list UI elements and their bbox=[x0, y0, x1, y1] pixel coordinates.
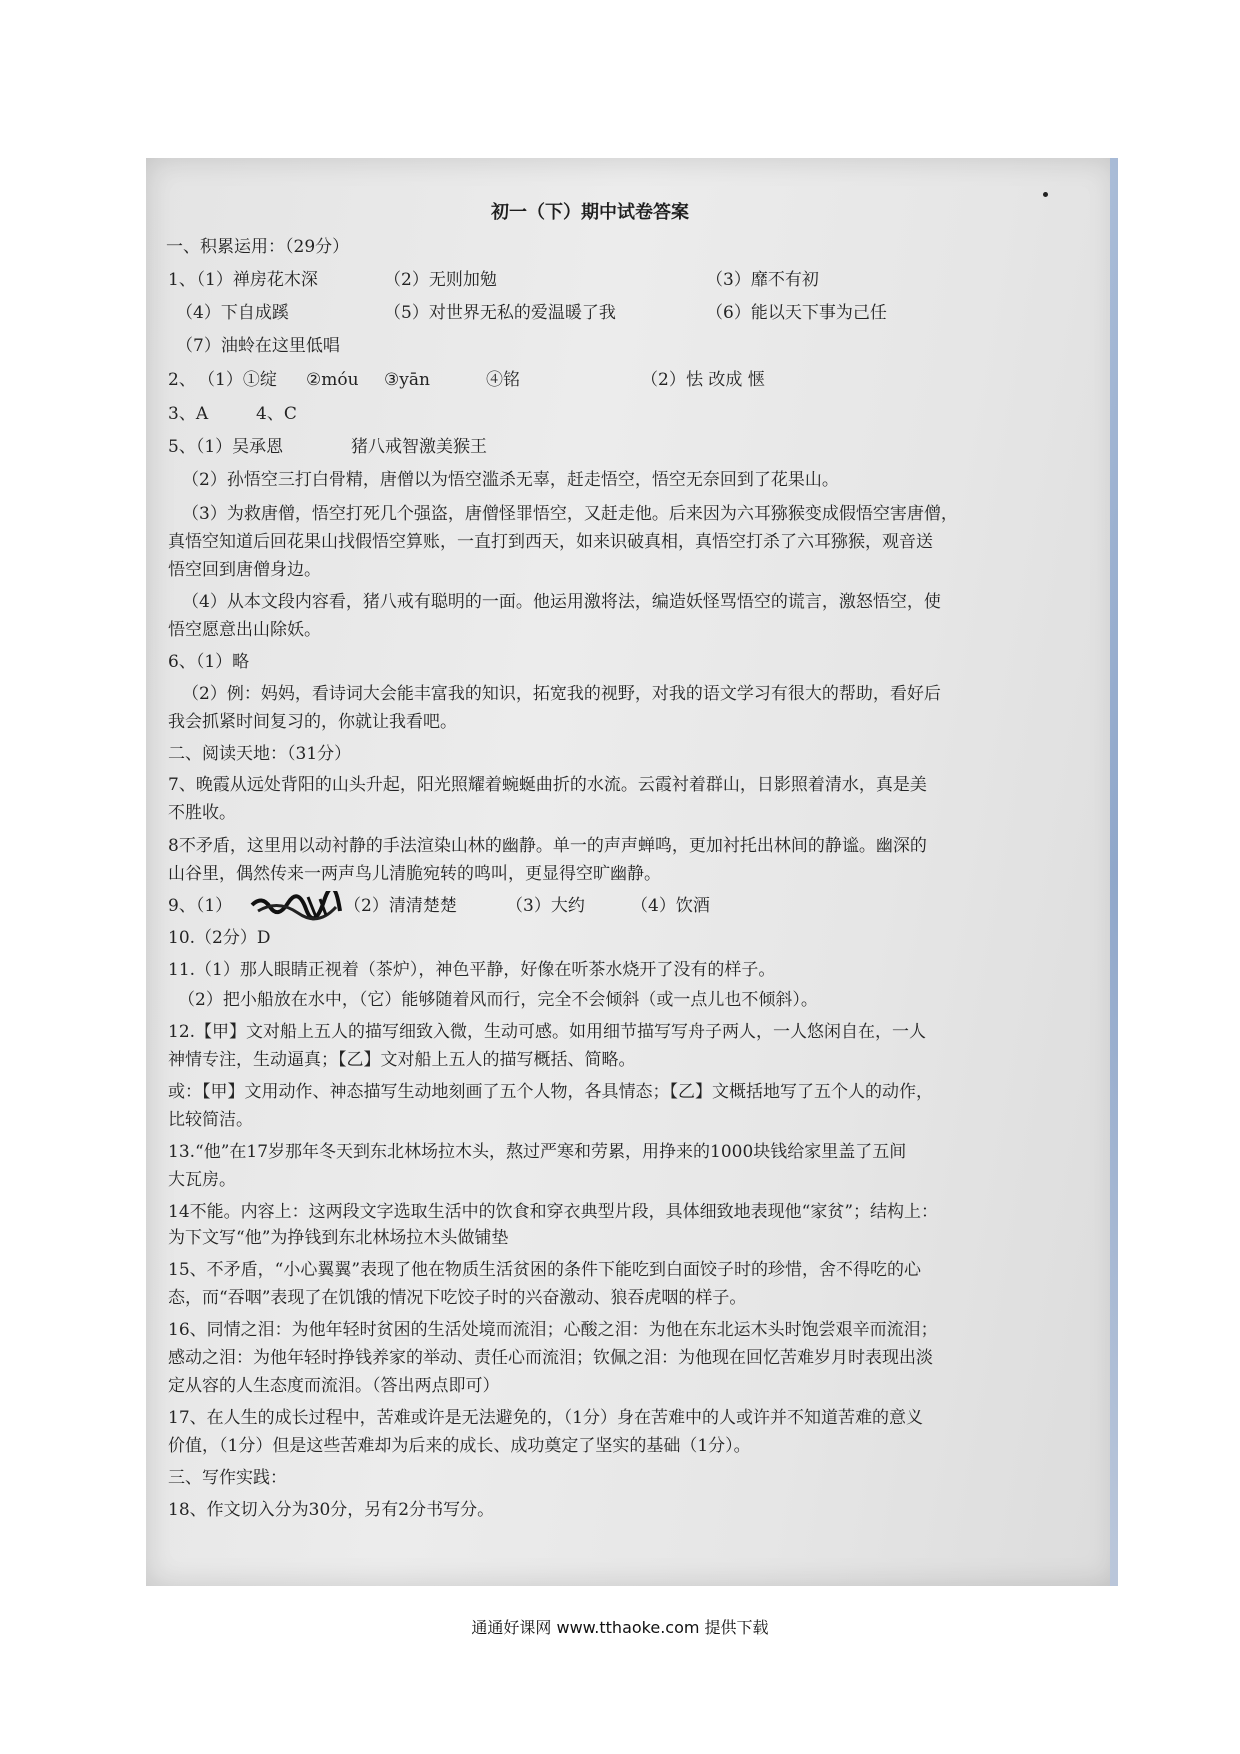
q15-l1: 15、不矛盾，“小心翼翼”表现了他在物质生活贫困的条件下能吃到白面饺子时的珍惜，舍不得吃的心 bbox=[168, 1260, 922, 1280]
q1-item-4: （4）下自成蹊 bbox=[176, 303, 289, 323]
q5-line1a: 5、（1）吴承恩 bbox=[168, 437, 284, 457]
q6-p1: 6、（1）略 bbox=[168, 652, 250, 672]
section-heading-3: 三、写作实践： bbox=[168, 1468, 287, 1488]
q7-l1: 7、晚霞从远处背阳的山头升起，阳光照耀着蜿蜒曲折的水流。云霞衬着群山，日影照着清水，真是美 bbox=[168, 775, 927, 795]
q5-p3-l1: （3）为救唐僧，悟空打死几个强盗，唐僧怪罪悟空，又赶走他。后来因为六耳猕猴变成假悟空害唐僧， bbox=[182, 504, 958, 524]
q2-item-1: （1）①绽 bbox=[198, 370, 277, 390]
q5-p4-l1: （4）从本文段内容看，猪八戒有聪明的一面。他运用激将法，编造妖怪骂悟空的谎言，激怒悟空，使 bbox=[182, 592, 941, 612]
q17-l2: 价值，（1分）但是这些苦难却为后来的成长、成功奠定了坚实的基础（1分）。 bbox=[168, 1436, 751, 1456]
q12-l2: 神情专注，生动逼真；【乙】文对船上五人的描写概括、简略。 bbox=[168, 1050, 636, 1070]
q10-answer: 10.（2分）D bbox=[168, 928, 271, 948]
q1-label: 1、 bbox=[168, 270, 196, 290]
q17-l1: 17、在人生的成长过程中，苦难或许是无法避免的，（1分）身在苦难中的人或许并不知道苦难的意义 bbox=[168, 1408, 923, 1428]
q9-item-3: （3）大约 bbox=[506, 896, 585, 916]
q8-l2: 山谷里，偶然传来一两声鸟儿清脆宛转的鸣叫，更显得空旷幽静。 bbox=[168, 864, 661, 884]
q12-l1: 12.【甲】文对船上五人的描写细致入微，生动可感。如用细节描写写舟子两人，一人悠闲自在，一人 bbox=[168, 1022, 927, 1042]
q4-answer: 4、C bbox=[256, 404, 297, 424]
handwritten-scribble bbox=[248, 891, 344, 921]
q1-item-6: （6）能以天下事为己任 bbox=[706, 303, 887, 323]
q5-p4-l2: 悟空愿意出山除妖。 bbox=[168, 620, 321, 640]
q1-item-7: （7）油蛉在这里低唱 bbox=[176, 336, 340, 356]
document-photo bbox=[146, 158, 1118, 1586]
footer-credit: 通通好课网 www.tthaoke.com 提供下载 bbox=[471, 1618, 769, 1637]
q2-item-6: 怯 改成 惬 bbox=[686, 370, 765, 390]
q5-p3-l2: 真悟空知道后回花果山找假悟空算账，一直打到西天，如来识破真相，真悟空打杀了六耳猕猴，观音送 bbox=[168, 532, 933, 552]
q1-item-1: （1）禅房花木深 bbox=[188, 270, 318, 290]
q1-item-2: （2）无则加勉 bbox=[384, 270, 497, 290]
q14-l2: 为下文写“他”为挣钱到东北林场拉木头做铺垫 bbox=[168, 1228, 509, 1248]
q1-item-5: （5）对世界无私的爱温暖了我 bbox=[384, 303, 616, 323]
q13-l1: 13.“他”在17岁那年冬天到东北林场拉木头，熬过严寒和劳累，用挣来的1000块钱给家里盖了五间 bbox=[168, 1142, 907, 1162]
q6-p2-l2: 我会抓紧时间复习的，你就让我看吧。 bbox=[168, 712, 457, 732]
q3-answer: 3、A bbox=[168, 404, 209, 424]
q1-item-3: （3）靡不有初 bbox=[706, 270, 819, 290]
page-title: 初一（下）期中试卷答案 bbox=[491, 202, 689, 223]
q2-label: 2、 bbox=[168, 370, 196, 390]
q16-l2: 感动之泪：为他年轻时挣钱养家的举动、责任心而流泪；钦佩之泪：为他现在回忆苦难岁月时表现出淡 bbox=[168, 1348, 933, 1368]
q2-item-2: ②móu bbox=[306, 370, 359, 390]
q16-l1: 16、同情之泪：为他年轻时贫困的生活处境而流泪；心酸之泪：为他在东北运木头时饱尝艰辛而流泪； bbox=[168, 1320, 938, 1340]
q2-item-4: ④铭 bbox=[486, 370, 520, 390]
q18-answer: 18、作文切入分为30分，另有2分书写分。 bbox=[168, 1500, 495, 1520]
q13-l2: 大瓦房。 bbox=[168, 1170, 236, 1190]
q5-p2: （2）孙悟空三打白骨精，唐僧以为悟空滥杀无辜，赶走悟空，悟空无奈回到了花果山。 bbox=[182, 470, 839, 490]
q12-l4: 比较简洁。 bbox=[168, 1110, 253, 1130]
q9-item-4: （4）饮酒 bbox=[631, 896, 710, 916]
desk-edge bbox=[1110, 158, 1118, 1586]
section-heading-2: 二、阅读天地：（31分） bbox=[168, 744, 352, 764]
q2-item-5: （2） bbox=[641, 370, 686, 390]
ink-dot bbox=[1043, 192, 1048, 197]
q7-l2: 不胜收。 bbox=[168, 803, 236, 823]
q5-p3-l3: 悟空回到唐僧身边。 bbox=[168, 560, 321, 580]
q8-l1: 8不矛盾，这里用以动衬静的手法渲染山林的幽静。单一的声声蝉鸣，更加衬托出林间的静谧。幽深的 bbox=[168, 836, 927, 856]
q2-item-3: ③yān bbox=[384, 370, 430, 390]
q9-label: 9、（1） bbox=[168, 896, 233, 916]
q15-l2: 态，而“吞咽”表现了在饥饿的情况下吃饺子时的兴奋激动、狼吞虎咽的样子。 bbox=[168, 1288, 747, 1308]
q11-p1: 11.（1）那人眼睛正视着（茶炉），神色平静，好像在听茶水烧开了没有的样子。 bbox=[168, 960, 776, 980]
q14-l1: 14不能。内容上：这两段文字选取生活中的饮食和穿衣典型片段，具体细致地表现他“家贫”；结构上： bbox=[168, 1202, 939, 1222]
q16-l3: 定从容的人生态度而流泪。（答出两点即可） bbox=[168, 1376, 500, 1396]
q12-l3: 或：【甲】文用动作、神态描写生动地刻画了五个人物，各具情态；【乙】文概括地写了五个人的动作， bbox=[168, 1082, 933, 1102]
q6-p2-l1: （2）例：妈妈，看诗词大会能丰富我的知识，拓宽我的视野，对我的语文学习有很大的帮助，看好后 bbox=[182, 684, 941, 704]
q11-p2: （2）把小船放在水中，（它）能够随着风而行，完全不会倾斜（或一点儿也不倾斜）。 bbox=[178, 990, 818, 1010]
q9-item-2: （2）清清楚楚 bbox=[344, 896, 457, 916]
section-heading-1: 一、积累运用：（29分） bbox=[166, 237, 350, 257]
q5-line1b: 猪八戒智激美猴王 bbox=[351, 437, 487, 457]
